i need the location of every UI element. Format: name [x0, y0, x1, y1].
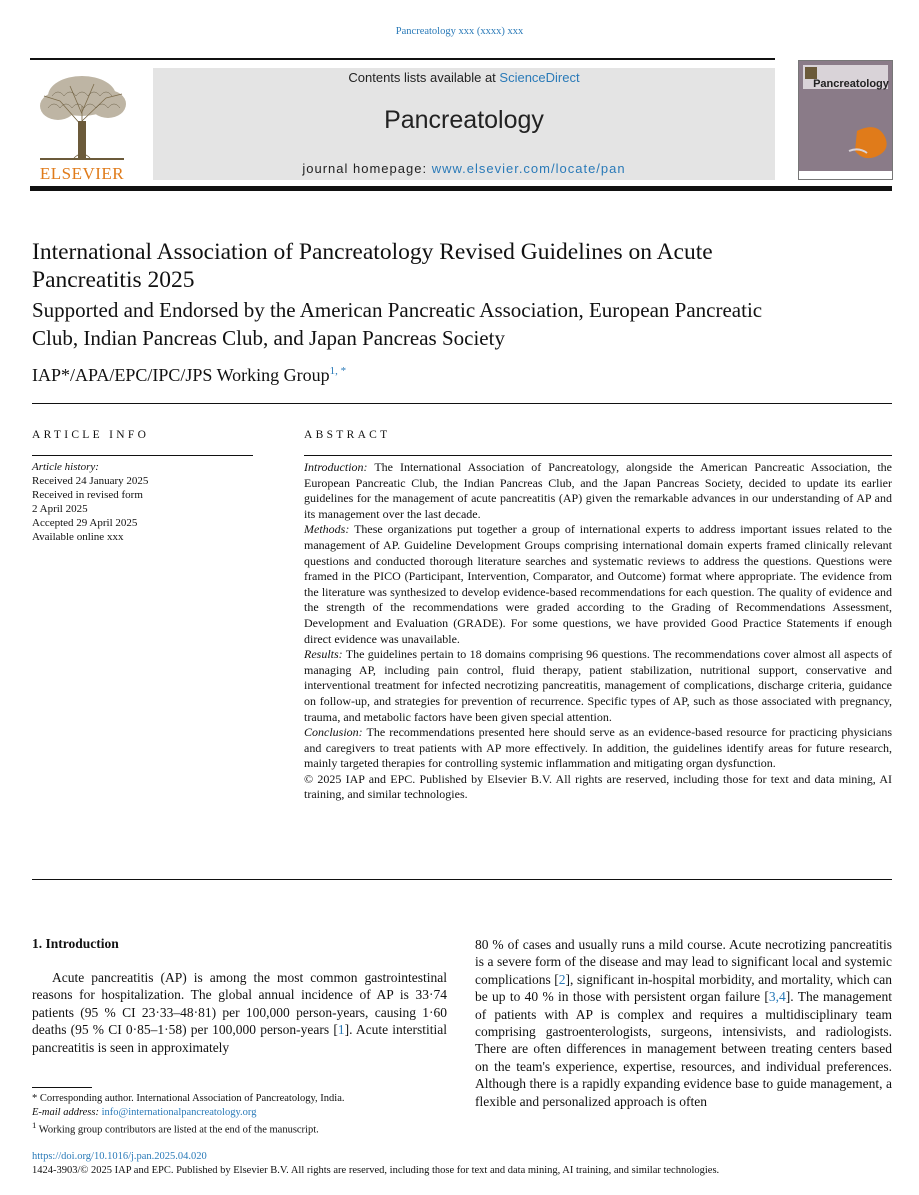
author-line: [32, 365, 346, 386]
email-link[interactable]: info@internationalpancreatology.org: [101, 1106, 257, 1118]
body-left-column: [32, 969, 447, 1056]
history-item: Received in revised form: [32, 489, 143, 501]
citation-link[interactable]: 1: [337, 1022, 345, 1038]
doi-link[interactable]: https://doi.org/10.1016/j.pan.2025.04.020: [32, 1151, 207, 1162]
body-paragraph: 80 % of cases and usually runs a mild course. Acute necrotizing pancreatitis is a severe form of the disease and may lead to significant local and systemic complications [2], significant in-hospital morbidity, and mortality, which can be up to 40 % in those with persistent organ failure [3,4]. The management of patients with AP is complex and requires a multidisciplinary team comprising gastroenterologists, surgeons, intensivists, and radiologists. There are often differences in management between treating centers based on the team's experience, expertise, resources, and individual preferences. Although there is a rapidly expanding evidence base to guide management, a flexible and personalized approach is often: [475, 937, 892, 1109]
svg-text:ELSEVIER: ELSEVIER: [39, 164, 125, 183]
journal-cover-image: [799, 61, 892, 179]
article-info-heading: ARTICLE INFO: [32, 429, 150, 441]
journal-homepage: journal homepage: www.elsevier.com/locate/pan: [302, 161, 626, 176]
article-subtitle: Supported and Endorsed by the American Pancreatic Association, European Pancreatic Club, Indian Pancreas Club, and Japan Pancreas Society: [32, 298, 763, 350]
sciencedirect-link[interactable]: ScienceDirect: [499, 70, 580, 85]
article-info-rule: [32, 455, 253, 456]
history-item: 2 April 2025: [32, 503, 88, 515]
abstract-rule: [304, 455, 892, 456]
elsevier-tree-icon: [30, 66, 134, 184]
abstract-copyright: © 2025 IAP and EPC. Published by Elsevier B.V. All rights are reserved, including those for text and data mining, AI training, and similar technologies.: [304, 771, 892, 802]
body-paragraph: Acute pancreatitis (AP) is among the most common gastrointestinal reasons for hospitalization. The global annual incidence of AP is 33·74 patients (95 % CI 23·33–48·81) per 100,000 person-years, causing 1·60 deaths (95 % CI 0·85–1·58) per 100,000 person-years [1]. Acute interstitial pancreatitis is seen in approximately: [32, 970, 447, 1055]
journal-title: Pancreatology: [384, 106, 544, 134]
email-line: E-mail address: info@internationalpancreatology.org: [32, 1106, 257, 1118]
masthead-top-rule: [30, 58, 775, 60]
abstract-results: Results: The guidelines pertain to 18 domains comprising 96 questions. The recommendations cover almost all aspects of managing AP, including pain control, fluid therapy, patient stabilization, nutritional support, conservative and interventional treatment for infected necrotizing pancreatitis, management of complications, discharge criteria, guidance on follow-up, and strategies for prevention of recurrence. Specific types of AP, such as those associated with pregnancy, trauma, and metabolic factors have been given special attention.: [304, 647, 892, 724]
author-group: IAP*/APA/EPC/IPC/JPS Working Group: [32, 365, 330, 385]
abstract-conclusion: Conclusion: The recommendations presented here should serve as an evidence-based resource for practicing physicians and caregivers to treat patients with AP more effectively. In addition, the guidelines identify areas for future research, mainly targeted therapies for controlling systemic inflammation and mitigating organ dysfunction.: [304, 725, 892, 771]
footer-copyright: 1424-3903/© 2025 IAP and EPC. Published by Elsevier B.V. All rights are reserved, including those for text and data mining, AI training, and similar technologies.: [32, 1165, 720, 1176]
abstract-heading: ABSTRACT: [304, 429, 391, 441]
section-heading-introduction: 1. Introduction: [32, 936, 119, 951]
masthead-bottom-rule: [30, 186, 892, 191]
contents-available-line: Contents lists available at ScienceDirect: [348, 70, 580, 85]
author-footnote-marks[interactable]: 1, *: [329, 365, 347, 377]
history-item: Available online xxx: [32, 531, 124, 543]
corresponding-author-note: * Corresponding author. International Association of Pancreatology, India.: [32, 1093, 345, 1104]
footnote-rule: [32, 1087, 92, 1088]
abstract-introduction: Introduction: The International Association of Pancreatology, alongside the American Pancreatic Association, the European Pancreatic Club, the Indian Pancreas Club, and the Japan Pancreas Society, decided to update its earlier guidelines for the management of acute pancreatitis (AP) given the remarkable advances in our understanding of AP and its management over the last decade.: [304, 460, 892, 521]
footnote-1: $^1$ Working group contributors are listed at the end of the manuscript.: [32, 1120, 319, 1136]
title-divider: [32, 403, 892, 404]
body-right-column: [475, 936, 892, 1110]
abstract-methods: Methods: These organizations put together a group of international experts to address important issues related to the management of AP. Guideline Development Groups comprising international domain experts framed clinically relevant questions and conducted thorough literature searches and systematic reviews to address the questions. Questions were framed in the PICO (Participant, Intervention, Comparator, and Outcome) format where appropriate. The evidence from the literature was synthesized to develop evidence-based recommendations for each question. The quality of evidence and the strength of the recommendations were graded according to the Grading of Recommendations Assessment, Development and Evaluation (GRADE). For some questions, we have provided Good Practice Statements if enough direct evidence was unavailable.: [304, 522, 892, 646]
citation-link[interactable]: 3,4: [768, 989, 786, 1005]
elsevier-logo[interactable]: [30, 66, 134, 184]
history-item: Accepted 29 April 2025: [32, 517, 138, 529]
article-title: International Association of Pancreatology Revised Guidelines on Acute Pancreatitis 2025: [32, 239, 713, 293]
running-head: Pancreatology xxx (xxxx) xxx: [395, 26, 524, 37]
citation-link[interactable]: 2: [558, 971, 566, 987]
history-label: Article history:: [32, 461, 99, 473]
footnotes: [32, 1092, 452, 1137]
journal-cover[interactable]: [798, 60, 893, 180]
homepage-link[interactable]: www.elsevier.com/locate/pan: [431, 161, 626, 176]
history-item: Received 24 January 2025: [32, 475, 149, 487]
article-history: [32, 460, 262, 544]
svg-text:Pancreatology: Pancreatology: [813, 78, 889, 90]
abstract-body: [304, 460, 892, 803]
abstract-bottom-rule: [32, 879, 892, 880]
